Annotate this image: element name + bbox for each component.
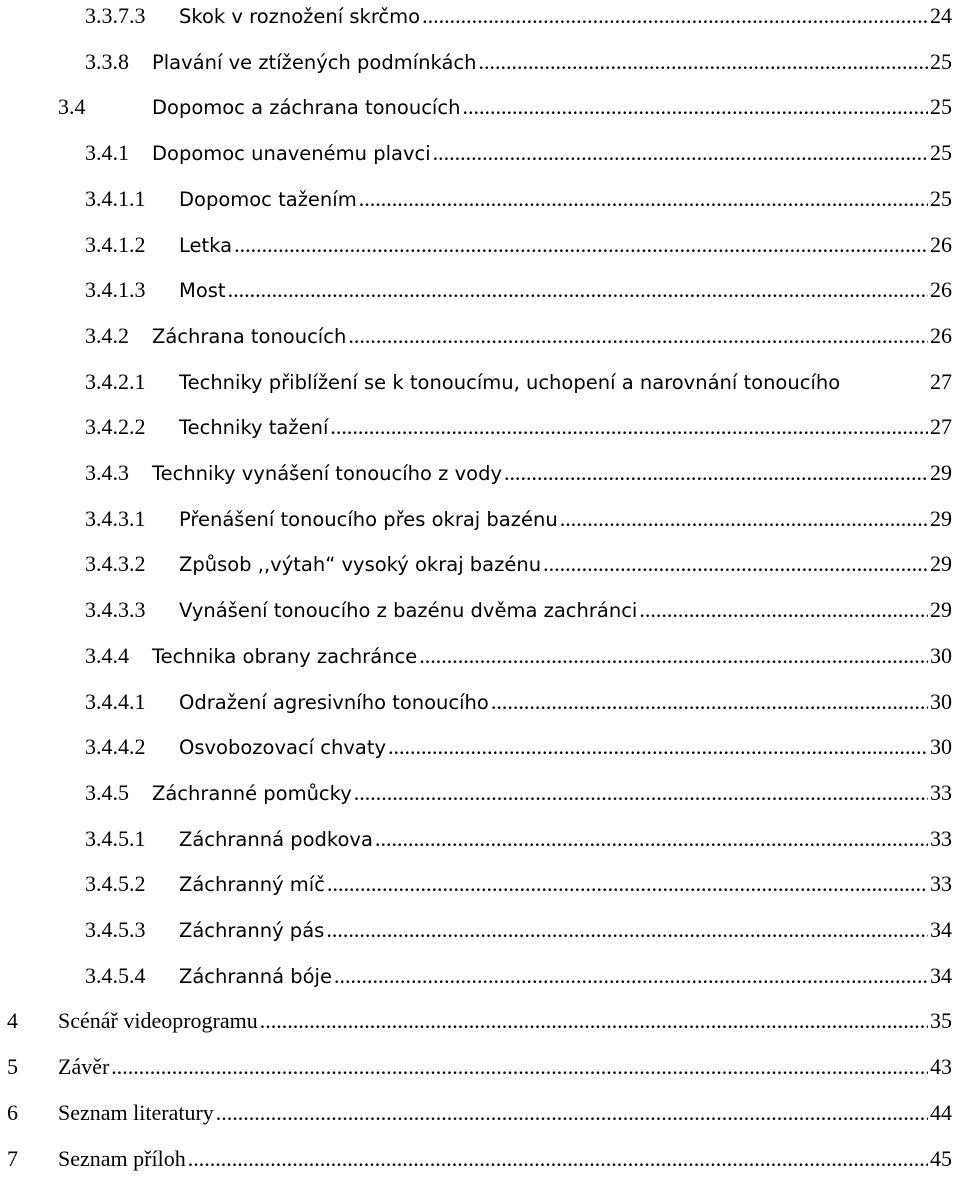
- toc-entry-page-number: 33: [930, 871, 952, 897]
- toc-entry[interactable]: [85, 274, 952, 306]
- toc-dot-leader: [388, 731, 928, 763]
- toc-entry[interactable]: [58, 91, 952, 123]
- toc-entry-number: 3.4.1.2: [85, 231, 146, 257]
- toc-entry[interactable]: [85, 503, 952, 535]
- toc-entry-number: 3.4.5.2: [85, 871, 146, 897]
- toc-entry[interactable]: [85, 823, 952, 855]
- toc-dot-leader: [462, 91, 928, 123]
- toc-entry[interactable]: [85, 686, 952, 718]
- toc-entry[interactable]: [85, 731, 952, 763]
- toc-entry[interactable]: [85, 137, 952, 169]
- toc-entry-page-number: 29: [930, 505, 952, 531]
- toc-dot-leader: [326, 914, 928, 946]
- toc-entry-title: Vynášení tonoucího z bazénu dvěma zachránci: [179, 599, 638, 623]
- toc-entry[interactable]: [7, 1005, 952, 1037]
- toc-dot-leader: [560, 503, 928, 535]
- toc-entry-page-number: 44: [930, 1099, 952, 1125]
- toc-entry-title: Záchranná podkova: [179, 827, 373, 851]
- toc-entry-page-number: 33: [930, 825, 952, 851]
- toc-entry-title: Záchrana tonoucích: [152, 324, 347, 348]
- toc-entry-number: 3.4.1: [85, 140, 129, 166]
- toc-entry-page-number: 29: [930, 597, 952, 623]
- toc-entry-number: 3.4.4.2: [85, 734, 146, 760]
- toc-entry-page-number: 34: [930, 917, 952, 942]
- toc-entry-number: 3.3.7.3: [85, 3, 146, 28]
- toc-entry-page-number: 33: [930, 779, 952, 805]
- toc-entry-page-number: 45: [930, 1145, 952, 1171]
- toc-entry-title: Závěr: [58, 1054, 110, 1080]
- toc-entry-page-number: 27: [930, 368, 952, 394]
- toc-entry-title: Přenášení tonoucího přes okraj bazénu: [179, 507, 558, 531]
- toc-dot-leader: [433, 137, 928, 169]
- toc-entry-number: 3.3.8: [85, 48, 129, 74]
- toc-entry-title: Dopomoc tažením: [179, 187, 357, 211]
- toc-entry-number: 3.4.2.2: [85, 414, 146, 440]
- toc-entry-number: 3.4: [58, 94, 86, 120]
- toc-entry[interactable]: [85, 868, 952, 900]
- toc-dot-leader: [375, 823, 928, 855]
- toc-entry[interactable]: [85, 46, 952, 78]
- toc-entry-title: Seznam příloh: [58, 1145, 186, 1171]
- toc-entry-title: Záchranná bóje: [179, 964, 332, 988]
- toc-dot-leader: [504, 457, 928, 489]
- toc-entry-number: 4: [7, 1008, 18, 1034]
- toc-entry-title: Plavání ve ztížených podmínkách: [152, 50, 477, 74]
- toc-entry-page-number: 25: [930, 94, 952, 120]
- toc-dot-leader: [359, 183, 928, 215]
- toc-entry-page-number: 26: [930, 277, 952, 303]
- toc-entry-number: 3.4.1.3: [85, 277, 146, 303]
- toc-entry-number: 5: [7, 1054, 18, 1080]
- toc-dot-leader: [334, 960, 928, 992]
- toc-entry-page-number: 25: [930, 185, 952, 211]
- toc-entry-title: Seznam literatury: [58, 1099, 214, 1125]
- toc-dot-leader: [348, 320, 928, 352]
- toc-entry-number: 3.4.5.4: [85, 962, 146, 988]
- toc-dot-leader: [228, 274, 928, 306]
- toc-entry-page-number: 30: [930, 734, 952, 760]
- toc-entry[interactable]: [7, 1143, 952, 1175]
- toc-entry[interactable]: [85, 457, 952, 489]
- toc-entry-title: Dopomoc a záchrana tonoucích: [152, 96, 461, 120]
- toc-entry-page-number: 26: [930, 231, 952, 257]
- toc-dot-leader: [327, 868, 928, 900]
- toc-entry-page-number: 24: [930, 3, 952, 28]
- toc-entry-page-number: 35: [930, 1008, 952, 1034]
- toc-entry-page-number: 29: [930, 551, 952, 577]
- toc-entry-title: Způsob ,,výtah“ vysoký okraj bazénu: [179, 553, 542, 577]
- toc-entry-title: Záchranný míč: [179, 873, 325, 897]
- toc-dot-leader: [216, 1097, 928, 1129]
- toc-entry-title: Záchranné pomůcky: [152, 781, 352, 805]
- toc-entry[interactable]: [85, 366, 952, 398]
- toc-entry-number: 3.4.4.1: [85, 688, 146, 714]
- toc-entry-title: Scénář videoprogramu: [58, 1008, 258, 1034]
- toc-entry[interactable]: [85, 548, 952, 580]
- toc-entry-title: Technika obrany zachránce: [152, 644, 418, 668]
- toc-dot-leader: [234, 229, 928, 261]
- toc-dot-leader: [354, 777, 928, 809]
- toc-dot-leader: [491, 686, 928, 718]
- toc-entry-title: Techniky tažení: [179, 416, 329, 440]
- toc-dot-leader: [419, 640, 928, 672]
- toc-entry-title: Techniky vynášení tonoucího z vody: [152, 462, 502, 485]
- toc-entry-number: 3.4.3: [85, 460, 129, 485]
- toc-entry[interactable]: [85, 411, 952, 443]
- toc-entry-number: 3.4.4: [85, 642, 129, 668]
- toc-dot-leader: [188, 1143, 928, 1175]
- toc-entry-page-number: 43: [930, 1054, 952, 1080]
- toc-entry-title: Záchranný pás: [179, 919, 325, 942]
- toc-entry-number: 6: [7, 1099, 18, 1125]
- toc-entry-title: Odražení agresivního tonoucího: [179, 690, 489, 714]
- toc-entry-page-number: 30: [930, 642, 952, 668]
- toc-entry-page-number: 29: [930, 460, 952, 485]
- toc-entry-page-number: 25: [930, 140, 952, 166]
- toc-entry-number: 3.4.3.2: [85, 551, 146, 577]
- toc-dot-leader: [111, 1051, 928, 1083]
- toc-entry[interactable]: [7, 1097, 952, 1129]
- toc-entry[interactable]: [7, 1051, 952, 1083]
- toc-entry-number: 3.4.2.1: [85, 368, 146, 394]
- toc-entry-number: 3.4.5.1: [85, 825, 146, 851]
- toc-entry-page-number: 25: [930, 48, 952, 74]
- toc-entry[interactable]: [85, 640, 952, 672]
- toc-entry-number: 3.4.5: [85, 779, 129, 805]
- toc-dot-leader: [330, 411, 928, 443]
- toc-entry-number: 3.4.3.3: [85, 597, 146, 623]
- toc-entry-title: Most: [179, 279, 226, 303]
- toc-entry-number: 3.4.2: [85, 322, 129, 348]
- toc-entry-page-number: 34: [930, 962, 952, 988]
- toc-entry-title: Techniky přiblížení se k tonoucímu, uchopení a narovnání tonoucího: [179, 370, 841, 394]
- toc-entry-number: 3.4.5.3: [85, 917, 146, 942]
- toc-dot-leader: [422, 0, 928, 32]
- toc-entry[interactable]: [85, 0, 952, 32]
- toc-entry[interactable]: [85, 320, 952, 352]
- toc-entry-page-number: 30: [930, 688, 952, 714]
- toc-dot-leader: [478, 46, 928, 78]
- toc-entry[interactable]: [85, 183, 952, 215]
- toc-entry[interactable]: [85, 960, 952, 992]
- toc-entry[interactable]: [85, 229, 952, 261]
- toc-dot-leader: [260, 1005, 928, 1037]
- toc-entry-title: Osvobozovací chvaty: [179, 736, 387, 760]
- toc-entry-title: Letka: [179, 233, 233, 257]
- toc-dot-leader: [639, 594, 928, 626]
- toc-entry[interactable]: [85, 777, 952, 809]
- toc-entry-page-number: 27: [930, 414, 952, 440]
- toc-entry-number: 3.4.1.1: [85, 185, 146, 211]
- toc-entry-number: 3.4.3.1: [85, 505, 146, 531]
- toc-entry[interactable]: [85, 594, 952, 626]
- toc-dot-leader: [543, 548, 928, 580]
- toc-entry-title: Dopomoc unavenému plavci: [152, 142, 431, 166]
- toc-entry-title: Skok v roznožení skrčmo: [179, 5, 421, 28]
- toc-entry-number: 7: [7, 1145, 18, 1171]
- toc-entry[interactable]: [85, 914, 952, 946]
- toc-entry-page-number: 26: [930, 322, 952, 348]
